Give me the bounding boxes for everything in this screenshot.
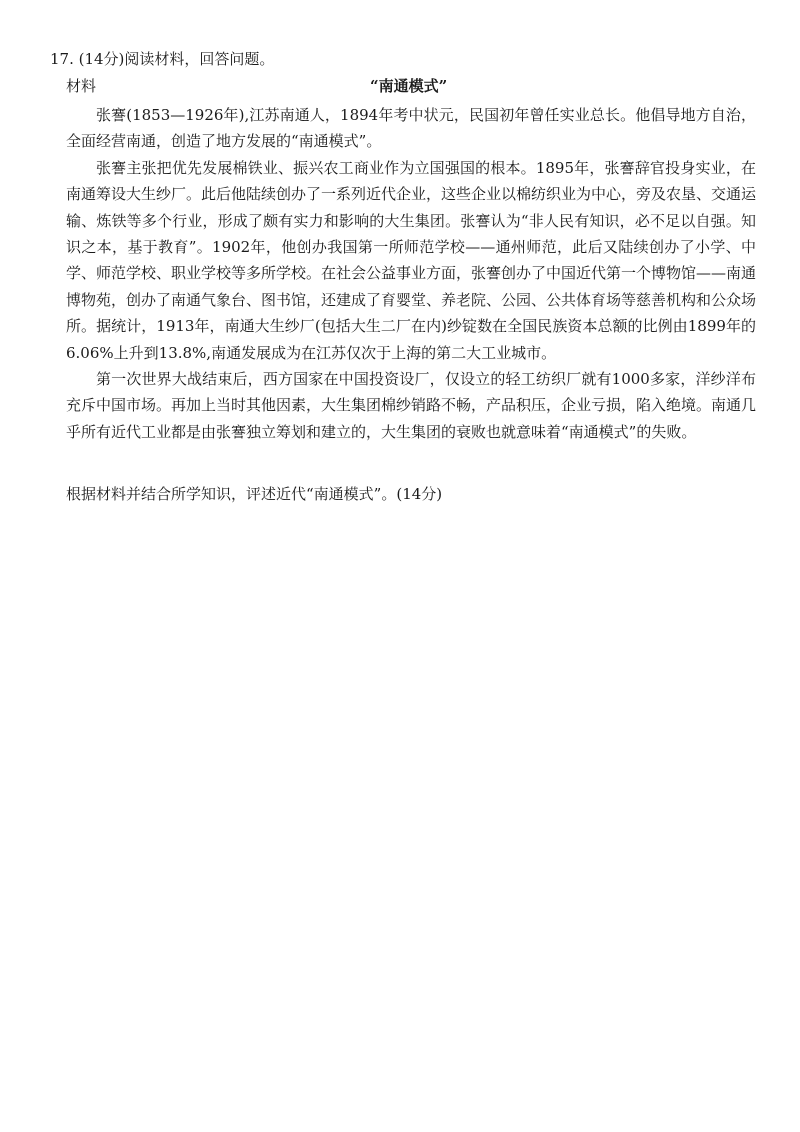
question-header: 17. (14分)阅读材料，回答问题。 xyxy=(50,50,275,68)
material-paragraph-3: 第一次世界大战结束后，西方国家在中国投资设厂，仅设立的轻工纺织厂就有1000多家，洋纱洋布充斥中国市场。再加上当时其他因素，大生集团棉纱销路不畅，产品积压，企业亏损，陷入绝境。南通几乎所有近代工业都是由张謇独立筹划和建立的，大生集团的衰败也就意味着“南通模式”的失败。 xyxy=(66,370,757,441)
material-title: “南通模式” xyxy=(370,77,448,95)
material-heading-row xyxy=(66,73,750,99)
material-label: 材料 xyxy=(66,77,97,95)
material-paragraph-1: 张謇(1853—1926年),江苏南通人，1894年考中状元，民国初年曾任实业总长。他倡导地方自治，全面经营南通，创造了地方发展的“南通模式”。 xyxy=(66,106,756,151)
material-paragraph-2: 张謇主张把优先发展棉铁业、振兴农工商业作为立国强国的根本。1895年，张謇辞官投身实业，在南通筹设大生纱厂。此后他陆续创办了一系列近代企业，这些企业以棉纺织业为中心，旁及农垦、交通运输、炼铁等多个行业，形成了颇有实力和影响的大生集团。张謇认为“非人民有知识，必不足以自强。知识之本，基于教育”。1902年，他创办我国第一所师范学校——通州师范，此后又陆续创办了小学、中学、师范学校、职业学校等多所学校。在社会公益事业方面，张謇创办了中国近代第一个博物馆——南通博物苑，创办了南通气象台、图书馆，还建成了育婴堂、养老院、公园、公共体育场等慈善机构和公众场所。据统计，1913年，南通大生纱厂(包括大生二厂在内)纱锭数在全国民族资本总额的比例由1899年的6.06%上升到13.8%,南通发展成为在江苏仅次于上海的第二大工业城市。 xyxy=(66,158,757,362)
material-body xyxy=(66,102,756,445)
question-prompt: 根据材料并结合所学知识，评述近代“南通模式”。(14分) xyxy=(66,485,443,503)
